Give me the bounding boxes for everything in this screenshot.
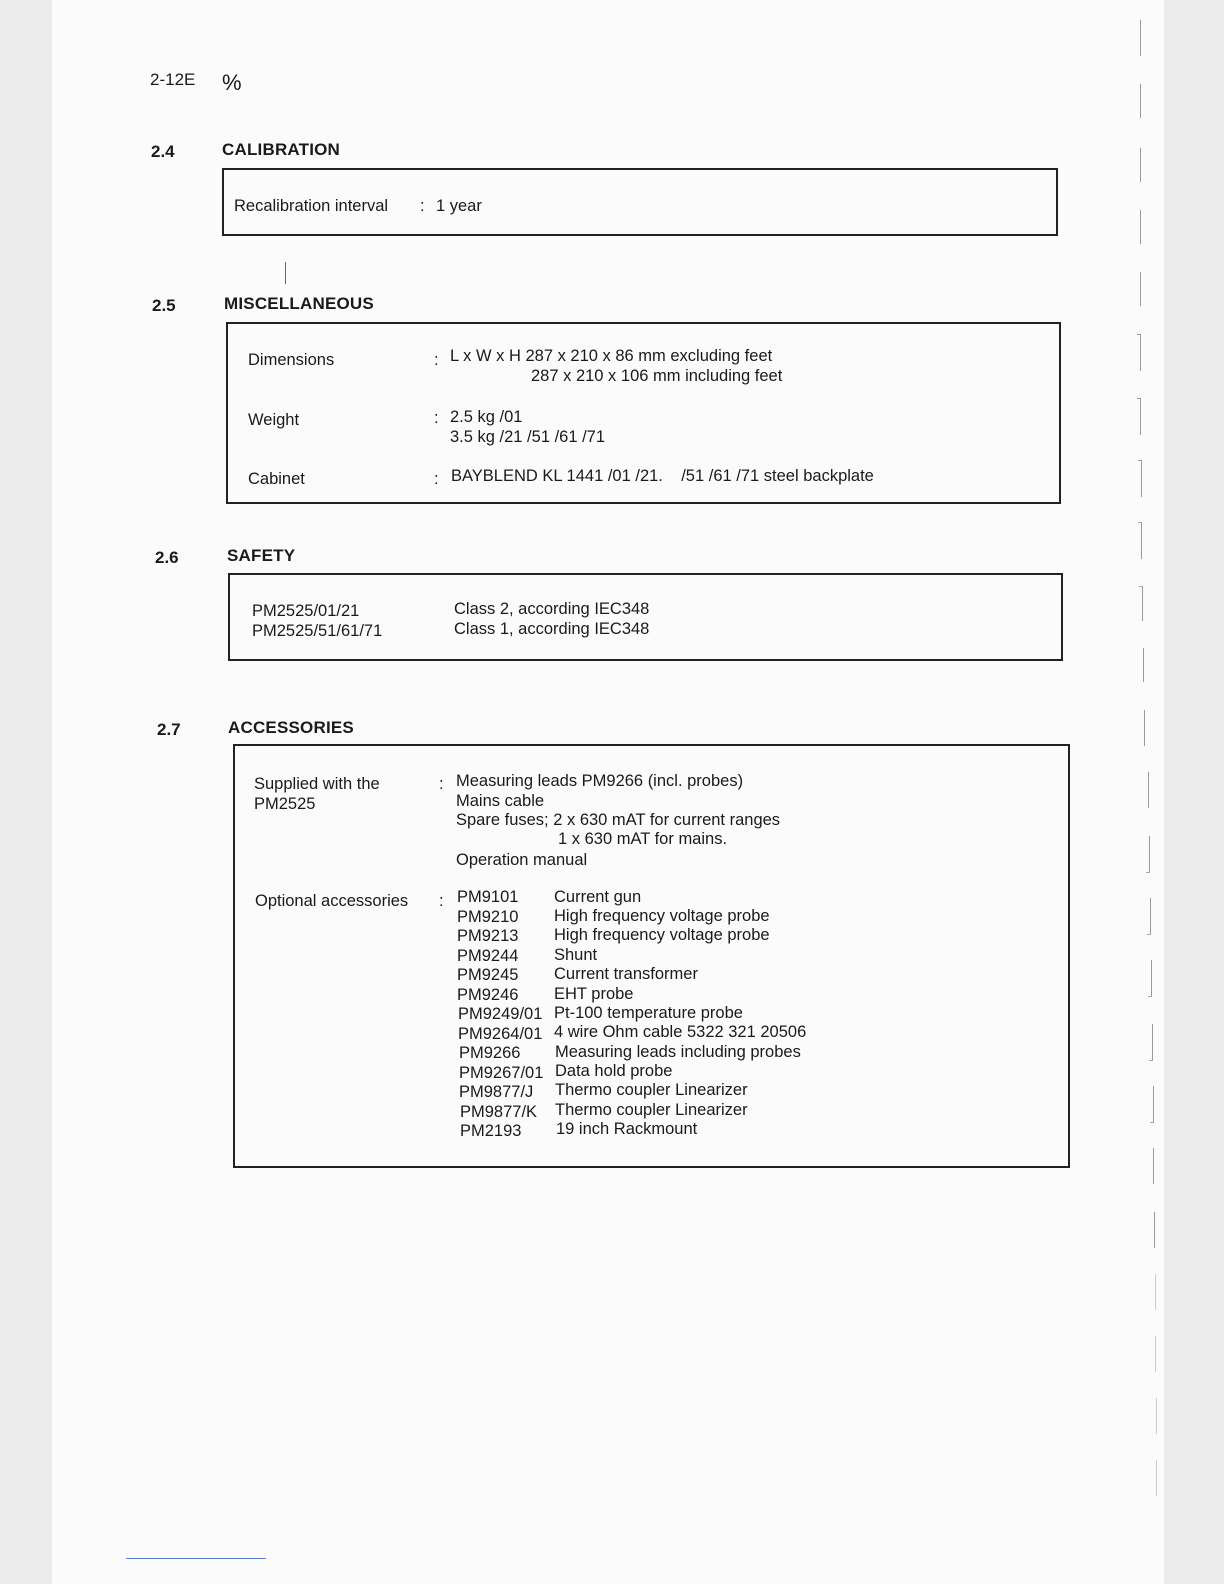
accessory-code: PM9266 — [459, 1044, 521, 1062]
section-number-misc: 2.5 — [152, 296, 176, 315]
cabinet-value: BAYBLEND KL 1441 /01 /21. /51 /61 /71 steel backplate — [451, 467, 874, 485]
accessory-code: PM2193 — [460, 1122, 522, 1140]
section-title-safety: SAFETY — [227, 546, 296, 565]
supplied-item: Measuring leads PM9266 (incl. probes) — [456, 772, 744, 790]
accessory-desc: High frequency voltage probe — [554, 926, 770, 944]
safety-class-2: Class 1, according IEC348 — [454, 620, 650, 638]
accessory-desc: 19 inch Rackmount — [556, 1120, 698, 1138]
section-number-accessories: 2.7 — [157, 720, 181, 739]
section-title-calibration: CALIBRATION — [222, 140, 341, 159]
margin-mark — [1137, 148, 1141, 182]
dimensions-separator: : — [434, 351, 439, 369]
accessory-code: PM9264/01 — [458, 1025, 543, 1043]
optional-label: Optional accessories — [255, 892, 409, 910]
supplied-item: Spare fuses; 2 x 630 mAT for current ranges — [456, 811, 781, 829]
weight-value-1: 2.5 kg /01 — [450, 408, 523, 426]
accessory-desc: Thermo coupler Linearizer — [555, 1101, 748, 1119]
margin-mark — [1138, 522, 1142, 559]
margin-mark — [1150, 1086, 1154, 1123]
margin-mark — [1145, 772, 1149, 808]
accessories-box — [233, 744, 1070, 1168]
supplied-item: 1 x 630 mAT for mains. — [558, 830, 728, 848]
calibration-separator: : — [420, 197, 425, 215]
margin-mark — [1153, 1398, 1157, 1434]
margin-mark — [1149, 1024, 1153, 1061]
accessory-code: PM9245 — [457, 966, 519, 984]
bottom-rule — [126, 1558, 266, 1559]
margin-mark — [1137, 334, 1141, 371]
safety-class-1: Class 2, according IEC348 — [454, 600, 650, 618]
accessory-desc: EHT probe — [554, 985, 634, 1003]
pen-mark — [285, 262, 286, 284]
calibration-box — [222, 168, 1058, 236]
accessory-code: PM9210 — [457, 908, 519, 926]
dimensions-label: Dimensions — [248, 351, 335, 369]
supplied-label-line1: Supplied with the — [254, 775, 380, 793]
accessory-desc: Current transformer — [554, 965, 698, 983]
weight-value-2: 3.5 kg /21 /51 /61 /71 — [450, 428, 606, 446]
margin-mark — [1152, 1274, 1156, 1310]
accessory-code: PM9267/01 — [459, 1064, 544, 1082]
margin-mark — [1137, 84, 1141, 118]
recalibration-label: Recalibration interval — [234, 197, 389, 215]
margin-mark — [1140, 648, 1144, 682]
accessory-desc: Shunt — [554, 946, 598, 964]
percent-symbol: % — [222, 70, 242, 95]
margin-mark — [1146, 836, 1150, 873]
margin-mark — [1151, 1212, 1155, 1248]
misc-box — [226, 322, 1061, 504]
margin-mark — [1137, 398, 1141, 435]
accessory-desc: Pt-100 temperature probe — [554, 1004, 743, 1022]
accessory-desc: Thermo coupler Linearizer — [555, 1081, 748, 1099]
accessory-code: PM9213 — [457, 927, 519, 945]
dimensions-value-2: 287 x 210 x 106 mm including feet — [531, 367, 783, 385]
supplied-item: Mains cable — [456, 792, 545, 810]
optional-separator: : — [439, 892, 444, 910]
supplied-item: Operation manual — [456, 851, 588, 869]
weight-label: Weight — [248, 411, 300, 429]
accessory-desc: 4 wire Ohm cable 5322 321 20506 — [554, 1023, 807, 1041]
cabinet-separator: : — [434, 470, 439, 488]
margin-mark — [1150, 1148, 1154, 1184]
accessory-code: PM9877/J — [459, 1083, 534, 1101]
section-number-safety: 2.6 — [155, 548, 179, 567]
recalibration-value: 1 year — [436, 197, 482, 215]
margin-mark — [1147, 898, 1151, 935]
section-title-accessories: ACCESSORIES — [228, 718, 354, 737]
section-number-calibration: 2.4 — [151, 142, 175, 161]
margin-mark — [1152, 1336, 1156, 1372]
safety-model-2: PM2525/51/61/71 — [252, 622, 383, 640]
accessory-code: PM9246 — [457, 986, 519, 1004]
supplied-separator: : — [439, 775, 444, 793]
cabinet-label: Cabinet — [248, 470, 305, 488]
margin-mark — [1141, 710, 1145, 746]
accessory-code: PM9877/K — [460, 1103, 538, 1121]
accessory-desc: Current gun — [554, 888, 642, 906]
margin-mark — [1153, 1460, 1157, 1496]
margin-mark — [1137, 272, 1141, 306]
accessory-code: PM9244 — [457, 947, 519, 965]
accessory-desc: High frequency voltage probe — [554, 907, 770, 925]
margin-mark — [1148, 960, 1152, 997]
safety-model-1: PM2525/01/21 — [252, 602, 360, 620]
margin-mark — [1138, 460, 1142, 497]
page-reference: 2-12E — [150, 70, 196, 89]
margin-mark — [1137, 210, 1141, 244]
safety-box — [228, 573, 1063, 661]
weight-separator: : — [434, 409, 439, 427]
dimensions-value-1: L x W x H 287 x 210 x 86 mm excluding feet — [450, 347, 773, 365]
margin-mark — [1137, 20, 1141, 56]
accessory-desc: Data hold probe — [555, 1062, 673, 1080]
accessory-desc: Measuring leads including probes — [555, 1043, 801, 1061]
margin-mark — [1139, 586, 1143, 621]
section-title-misc: MISCELLANEOUS — [224, 294, 374, 313]
accessory-code: PM9249/01 — [458, 1005, 543, 1023]
supplied-label-line2: PM2525 — [254, 795, 316, 813]
accessory-code: PM9101 — [457, 888, 519, 906]
